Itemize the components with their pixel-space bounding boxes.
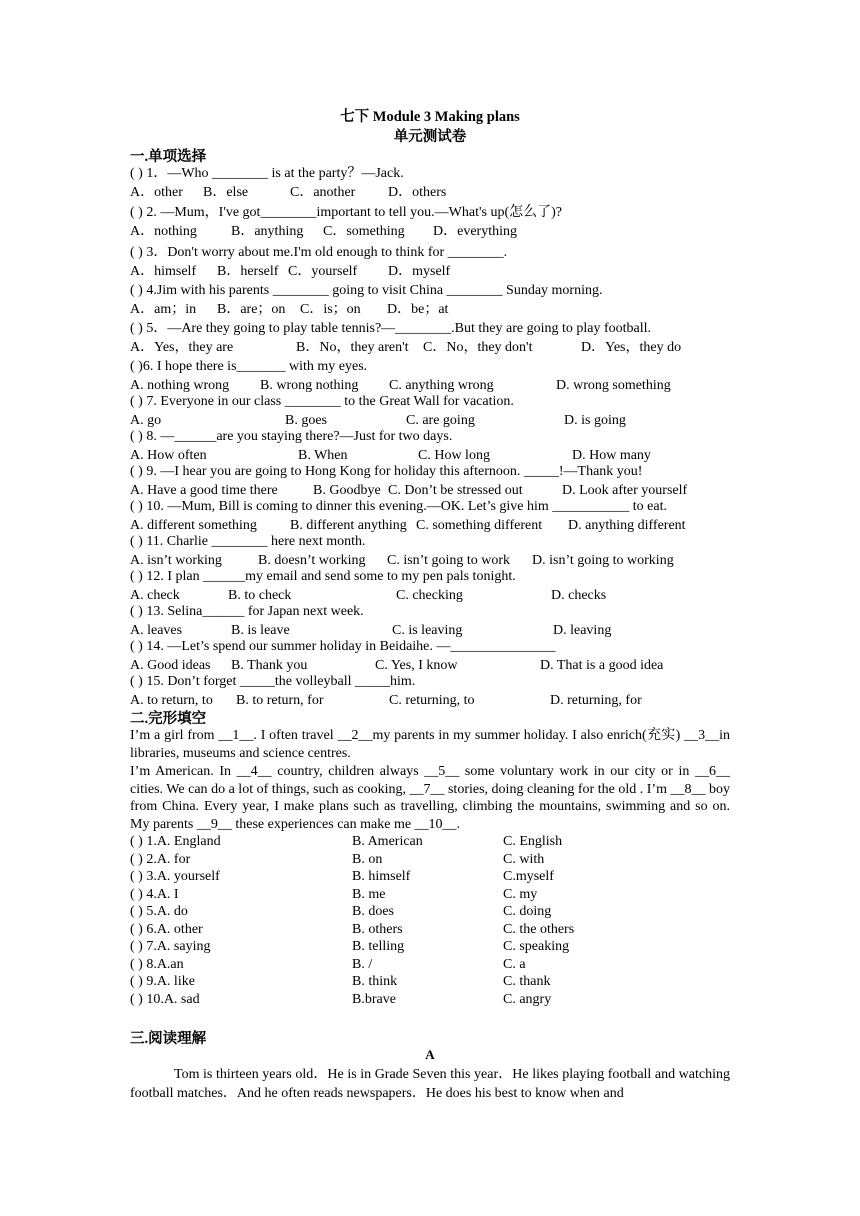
cloze-option-c[interactable]: C. thank xyxy=(503,974,551,989)
page-title: 七下 Module 3 Making plans xyxy=(340,109,520,125)
cloze-paragraph-1: I’m a girl from __1__. I often travel __2__my parents in my summer holiday. I also enrich(充实) __3__in libraries, museums and science centres. xyxy=(130,728,730,761)
option-c[interactable]: C．something xyxy=(323,224,405,239)
option-b[interactable]: B. to return, for xyxy=(236,693,324,708)
cloze-option-b[interactable]: B. himself xyxy=(352,869,411,884)
cloze-option-n: ( ) 8.A.an xyxy=(130,956,184,972)
option-b[interactable]: B. is leave xyxy=(231,623,290,638)
cloze-paragraph-2: I’m American. In __4__ country, children always __5__ some voluntary work in our city or in __6__ cities. We can do a lot of things, such as cooking, __7__ stories, doing cleaning for the old . I’m __8__ boy from China. Every year, I make plans such as travelling, climbing the mountains, swimming and so on. My parents __9__ these experiences can make me __10__. xyxy=(130,764,730,832)
question-5: ( ) 5．—Are they going to play table tennis?—________.But they are going to play football. xyxy=(130,321,652,336)
cloze-option-b[interactable]: B. American xyxy=(352,834,423,849)
question-14: ( ) 14. —Let’s spend our summer holiday in Beidaihe. —_______________ xyxy=(130,639,556,654)
question-1: ( ) 1．—Who ________ is at the party？—Jack. xyxy=(130,166,404,181)
question-7: ( ) 7. Everyone in our class ________ to the Great Wall for vacation. xyxy=(130,394,514,409)
option-c[interactable]: C．No，they don't xyxy=(423,340,533,355)
option-b[interactable]: B. doesn’t working xyxy=(258,553,366,568)
question-10: ( ) 10. —Mum, Bill is coming to dinner this evening.—OK. Let’s give him ___________ to eat. xyxy=(130,499,668,514)
option-b[interactable]: B. different anything xyxy=(290,518,407,533)
option-c[interactable]: C. How long xyxy=(418,448,490,463)
section-heading-choice: 一.单项选择 xyxy=(130,149,207,165)
cloze-option-n: ( ) 9.A. like xyxy=(130,974,195,989)
option-b[interactable]: B．anything xyxy=(231,224,304,239)
option-c[interactable]: C. is leaving xyxy=(392,623,463,638)
cloze-option-b[interactable]: B. think xyxy=(352,974,398,989)
cloze-option-c[interactable]: C. with xyxy=(503,851,545,867)
cloze-option-n: ( ) 10.A. sad xyxy=(130,991,200,1007)
cloze-option-n: ( ) 7.A. saying xyxy=(130,939,211,954)
question-4: ( ) 4.Jim with his parents ________ going to visit China ________ Sunday morning. xyxy=(130,283,603,298)
question-8: ( ) 8. —______are you staying there?—Just for two days. xyxy=(130,429,453,444)
option-d[interactable]: D．Yes，they do xyxy=(581,340,682,355)
option-c[interactable]: C. are going xyxy=(406,413,475,428)
option-d[interactable]: D. How many xyxy=(572,448,651,463)
option-a[interactable]: A．other xyxy=(130,185,183,200)
option-d[interactable]: D. Look after yourself xyxy=(562,483,688,498)
cloze-option-b[interactable]: B. on xyxy=(352,851,383,867)
option-a[interactable]: A. leaves xyxy=(130,623,183,638)
cloze-option-n: ( ) 2.A. for xyxy=(130,851,191,867)
option-b[interactable]: B. wrong nothing xyxy=(260,378,359,393)
option-c[interactable]: C. Don’t be stressed out xyxy=(388,483,523,498)
option-a[interactable]: A．himself xyxy=(130,264,197,279)
option-d[interactable]: D．be；at xyxy=(387,302,449,317)
option-a[interactable]: A. How often xyxy=(130,448,207,463)
cloze-option-c[interactable]: C. the others xyxy=(503,921,575,937)
option-d[interactable]: D．myself xyxy=(388,264,451,279)
question-9: ( ) 9. —I hear you are going to Hong Kong for holiday this afternoon. _____!—Thank you! xyxy=(130,464,643,479)
passage-label: A xyxy=(425,1047,435,1062)
cloze-option-c[interactable]: C. doing xyxy=(503,904,552,919)
option-a[interactable]: A. Good ideas xyxy=(130,658,211,673)
option-b[interactable]: B．are；on xyxy=(217,302,286,317)
option-a[interactable]: A．Yes，they are xyxy=(130,340,234,355)
option-c[interactable]: C. Yes, I know xyxy=(375,658,458,673)
question-6: ( )6. I hope there is_______ with my eyes. xyxy=(130,359,368,374)
cloze-option-c[interactable]: C. a xyxy=(503,956,526,972)
section-heading-reading: 三.阅读理解 xyxy=(130,1031,207,1047)
cloze-option-b[interactable]: B. telling xyxy=(352,939,405,954)
option-d[interactable]: D. leaving xyxy=(553,623,612,638)
cloze-option-c[interactable]: C. English xyxy=(503,834,563,849)
option-d[interactable]: D. anything different xyxy=(568,518,686,533)
option-d[interactable]: D．everything xyxy=(433,224,517,239)
option-c[interactable]: C. anything wrong xyxy=(389,378,494,393)
option-a[interactable]: A. go xyxy=(130,413,162,428)
option-c[interactable]: C. something different xyxy=(416,518,543,533)
option-b[interactable]: B. Goodbye xyxy=(313,483,381,498)
cloze-option-b[interactable]: B. me xyxy=(352,886,386,902)
option-c[interactable]: C．is；on xyxy=(300,302,361,317)
question-13: ( ) 13. Selina______ for Japan next week. xyxy=(130,604,364,619)
option-c[interactable]: C. isn’t going to work xyxy=(387,553,511,568)
option-d[interactable]: D. returning, for xyxy=(550,693,642,708)
reading-passage: Tom is thirteen years old．He is in Grade Seven this year．He likes playing football and watching football matches．And he often reads newspapers．He does his best to know when and xyxy=(130,1067,730,1101)
cloze-option-n: ( ) 3.A. yourself xyxy=(130,869,220,884)
cloze-option-n: ( ) 6.A. other xyxy=(130,921,203,937)
option-a[interactable]: A. Have a good time there xyxy=(130,483,278,498)
cloze-option-n: ( ) 1.A. England xyxy=(130,834,221,849)
option-a[interactable]: A. to return, to xyxy=(130,693,213,708)
option-d[interactable]: D. is going xyxy=(564,413,626,428)
cloze-option-b[interactable]: B.brave xyxy=(352,991,396,1007)
cloze-option-b[interactable]: B. does xyxy=(352,904,394,919)
cloze-option-b[interactable]: B. others xyxy=(352,921,403,937)
option-a[interactable]: A．am；in xyxy=(130,302,197,317)
cloze-option-c[interactable]: C. my xyxy=(503,886,538,902)
question-15: ( ) 15. Don’t forget _____the volleyball _____him. xyxy=(130,674,416,689)
option-b[interactable]: B. Thank you xyxy=(231,658,308,673)
cloze-option-c[interactable]: C. speaking xyxy=(503,939,570,954)
cloze-option-n: ( ) 5.A. do xyxy=(130,904,188,919)
cloze-option-c[interactable]: C.myself xyxy=(503,869,554,884)
option-a[interactable]: A. isn’t working xyxy=(130,553,222,568)
section-heading-cloze: 二.完形填空 xyxy=(130,711,207,727)
option-c[interactable]: C．another xyxy=(290,185,356,200)
option-a[interactable]: A．nothing xyxy=(130,224,197,239)
option-d[interactable]: D. checks xyxy=(551,588,607,603)
option-c[interactable]: C. checking xyxy=(396,588,463,603)
option-b[interactable]: B. When xyxy=(298,448,348,463)
question-11: ( ) 11. Charlie ________ here next month. xyxy=(130,534,366,549)
option-b[interactable]: B. goes xyxy=(285,413,327,428)
question-3: ( ) 3．Don't worry about me.I'm old enough to think for ________. xyxy=(130,245,508,260)
option-c[interactable]: C. returning, to xyxy=(389,693,475,708)
option-b[interactable]: B．No，they aren't xyxy=(296,340,409,355)
option-b[interactable]: B．herself xyxy=(217,264,279,279)
cloze-option-c[interactable]: C. angry xyxy=(503,991,552,1007)
question-12: ( ) 12. I plan ______my email and send some to my pen pals tonight. xyxy=(130,569,516,584)
question-2: ( ) 2. —Mum，I've got________important to tell you.—What's up(怎么了)? xyxy=(130,205,562,220)
option-a[interactable]: A. check xyxy=(130,588,180,603)
cloze-option-n: ( ) 4.A. I xyxy=(130,886,179,902)
option-b[interactable]: B．else xyxy=(203,185,249,200)
option-d[interactable]: D. wrong something xyxy=(556,378,671,393)
page-subtitle: 单元测试卷 xyxy=(393,129,467,145)
option-d[interactable]: D．others xyxy=(388,185,447,200)
cloze-option-b[interactable]: B. / xyxy=(352,956,373,972)
option-c[interactable]: C．yourself xyxy=(288,264,358,279)
option-a[interactable]: A. nothing wrong xyxy=(130,378,230,393)
option-d[interactable]: D. That is a good idea xyxy=(540,658,664,673)
option-d[interactable]: D. isn’t going to working xyxy=(532,553,674,568)
option-a[interactable]: A. different something xyxy=(130,518,257,533)
option-b[interactable]: B. to check xyxy=(228,588,292,603)
